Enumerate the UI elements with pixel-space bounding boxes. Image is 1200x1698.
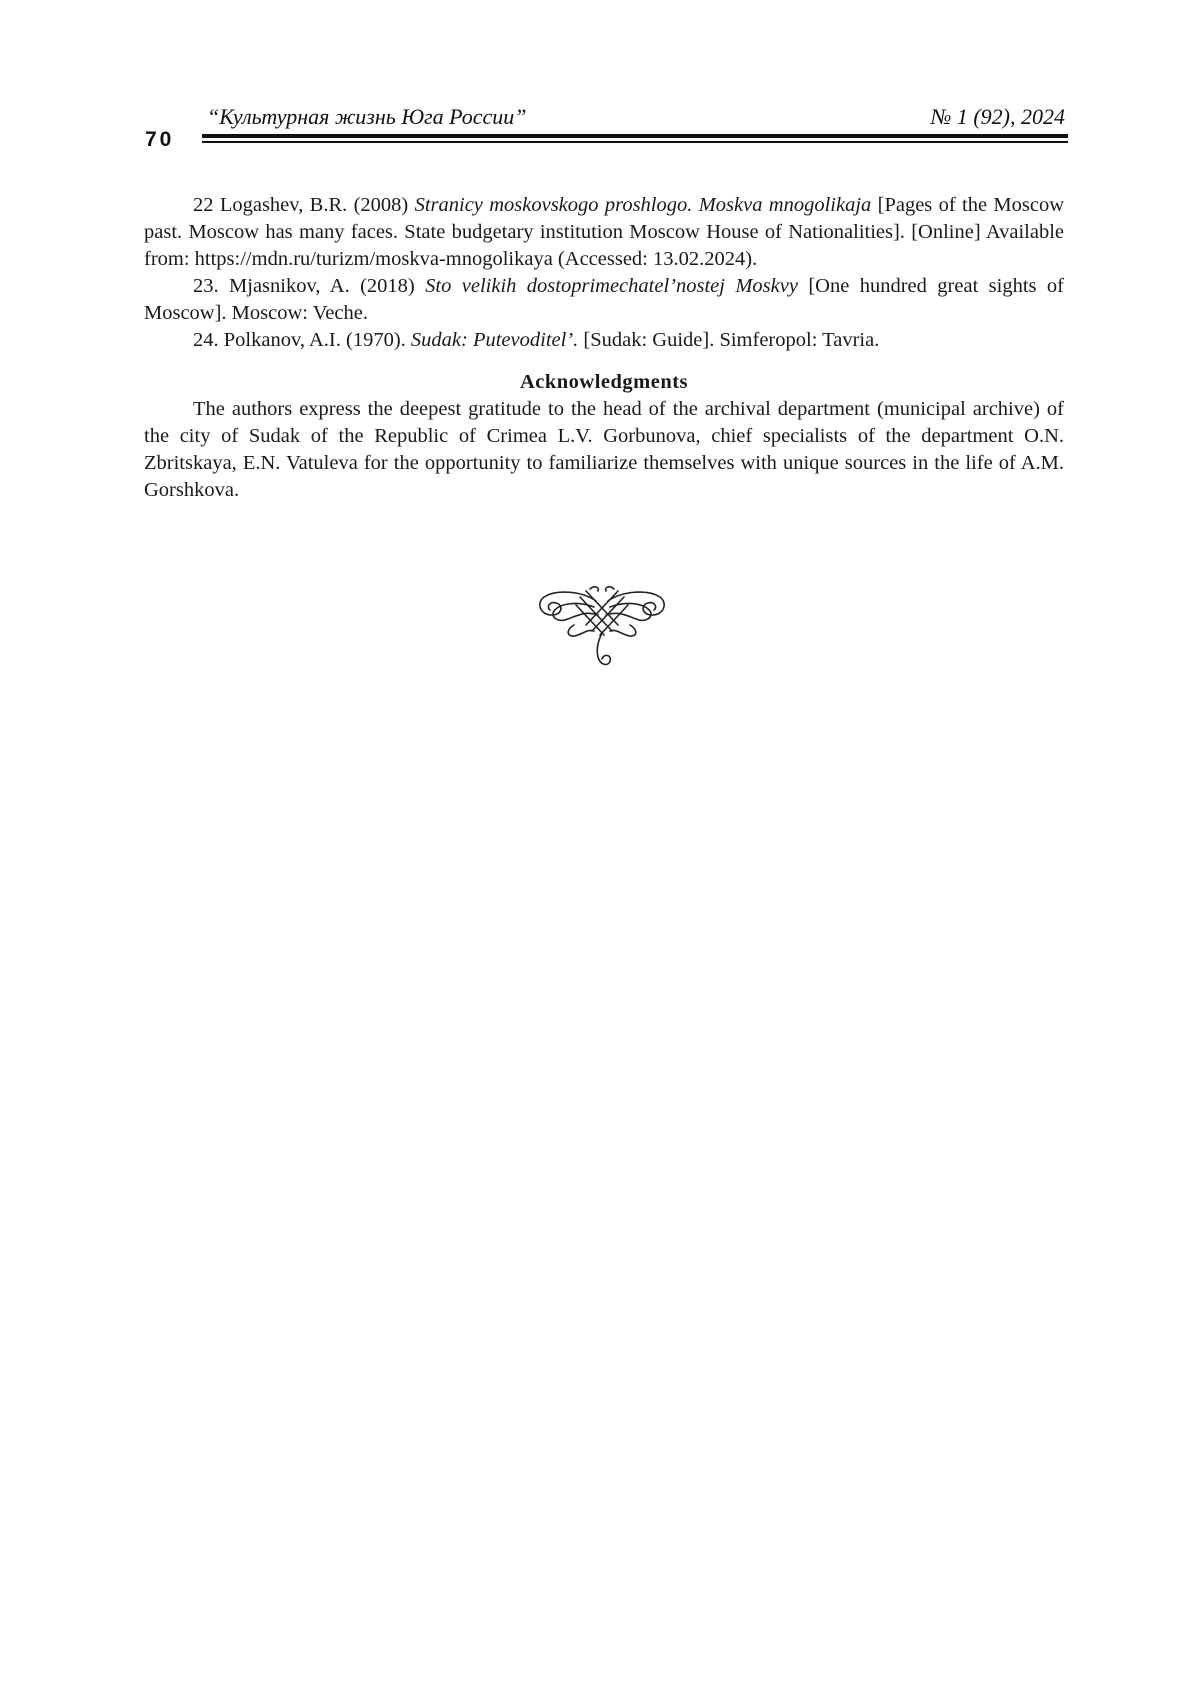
reference-item [144,273,1064,327]
reference-list [144,192,1064,354]
reference-item [144,192,1064,273]
reference-prefix: 22 Logashev, B.R. (2008) [193,194,415,216]
main-content [144,192,1064,504]
reference-suffix: [Sudak: Guide]. Simferopol: Tavria. [578,329,880,351]
reference-item [144,327,1064,354]
reference-title: Sudak: Putevoditel’. [410,329,579,351]
acknowledgments-text: The authors express the deepest gratitude to the head of the archival department (municipal archive) of the city of Sudak of the Republic of Crimea L.V. Gorbunova, chief specialists of the department O.N. Zbritskaya, E.N. Vatuleva for the opportunity to familiarize themselves with unique sources in the life of A.M. Gorshkova. [144,398,1064,501]
issue-info: № 1 (92), 2024 [930,104,1065,129]
reference-title: Stranicy moskovskogo proshlogo. Moskva mnogolikaja [414,194,872,216]
flourish-ornament-icon [534,585,670,671]
page-number: 70 [145,128,175,151]
header-rule-thick [202,134,1068,138]
running-header [145,100,1065,150]
reference-title: Sto velikih dostoprimechatel’nostej Moskvy [425,275,798,297]
reference-suffix: [One hundred great sights of Moscow]. Moscow: Veche. [144,275,1064,324]
reference-suffix: [Pages of the Moscow past. Moscow has many faces. State budgetary institution Moscow House of Nationalities]. [Online] Available from: https://mdn.ru/turizm/moskva-mnogolikaya (Accessed: 13.02.2024). [144,194,1065,270]
header-rule-thin [202,141,1068,143]
reference-prefix: 24. Polkanov, A.I. (1970). [193,329,411,351]
acknowledgments-heading: Acknowledgments [519,371,689,393]
journal-title: “Культурная жизнь Юга России” [207,104,527,129]
reference-prefix: 23. Mjasnikov, A. (2018) [193,275,426,297]
